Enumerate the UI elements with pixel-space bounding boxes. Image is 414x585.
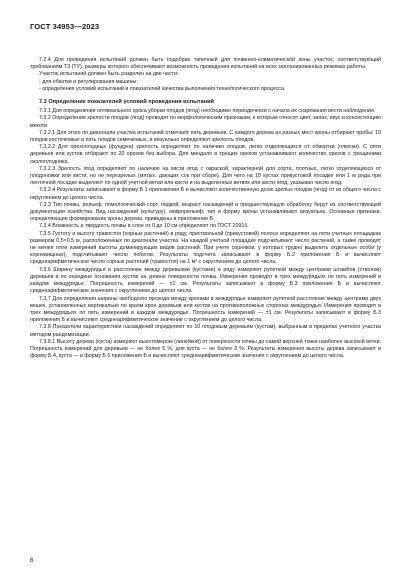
paragraph-7-3-2-3: 7.3.2.3 Зрелость ягод определяют по наличию на кисти ягод с окраской, характерной для сорта, плотных, легко отделяющихся от плодоножки или кисти, но не перезрелых (мятых, дающих сок при сборе). Для чего на 10 кустах прикустовой посадке или 1 м ряда при ленточной посадке выделяют по одной учетной ветви или кисти и на выделенных ветвях или кисти ягод, указывая число ягод. [30, 165, 381, 187]
list-item-running-in: - для обкатки и регулирования машины; [39, 78, 138, 85]
paragraph-7-3-7: 7.3.7 Для определения ширины свободного прохода между кронами в междурядье измеряют рулеткой расстояние между центрами двух вешек, установленных вертикально по краям крон деревьев или кустов на противоположных сторонах междурядья. Измерения проводят в трех междурядьях по пять измерений в каждом междурядье. Погрешность измерений — ±1 см. Результаты записывают в форму Б.3 приложения Б и вычисляют среднеарифметическое значение с округлением до целого числа. [30, 295, 381, 324]
paragraph-7-3-4: 7.3.4 Влажность и твердость почвы в слое от 0 до 10 см определяют по ГОСТ 20915. [39, 223, 249, 230]
paragraph-7-3-8-1: 7.3.8.1 Высоту дерева (куста) измеряют высотомером (линейкой) от поверхности почвы до самой верхней точки наиболее высокой ветки. Погрешность измерений для деревьев — не более 5 %, для куста — не более 3 %. Результаты измерения высоты дерева записывают в форму Б.4, куста — в форму Б.5 приложения Б и вычисляют среднеарифметические значения с округлением до целого числа. [30, 338, 381, 360]
paragraph-7-3-1: 7.3.1 Для определения оптимального срока уборки плодов (ягод) необходимо периодически с начала их созревания вести наблюдения. [39, 108, 376, 115]
paragraph-7-3-8: 7.3.8 Показатели характеристики насаждений определяют по 10 плодовым деревьям (кустам), выбранным в пределах учетного участка методом рандомизации. [30, 324, 381, 338]
page-header: ГОСТ 34953—2023 [30, 22, 100, 31]
paragraph-7-3-3: 7.3.3 Тип почвы, рельеф, помологический сорт, подвой, возраст насаждений и предшествующую обработку берут из соответствующей документации хозяйства. Вид насаждений (культуру), микрорельеф, тип и форму кроны устанавливают визуально. Основные признаки, определяющие формирование кроны дерева, приведены в приложении В. [30, 201, 381, 223]
paragraph-plot-division: Участок испытаний должен быть разделен на две части: [39, 71, 179, 78]
paragraph-7-3-5: 7.3.5 Густоту и высоту травостоя (сорных растений) в ряду, приствольной (прикустовой) полосе определяют на пяти учетных площадках размером 0,5×0,5 м, расположенных по диагонали участка. На каждой учетной площадке подсчитывают число растений, а также проводят не менее пяти измерений высоты доминирующих видов растений. При учете сорняков, у которых трудно выделить отдельные особи (у корневищных), подсчитывают число побегов. Результаты подсчета записывают в форму Б.2 приложения Б и вычисляют среднеарифметическое число сорных растений (травостоя) на 1 м² с округлением до целого числа. [30, 230, 381, 266]
page-number: 6 [30, 557, 34, 564]
paragraph-7-3-2: 7.3.2 Определение зрелости плодов (ягод) проводят по морфологическим признакам, к которым относят цвет, запах, вкус и консистенцию мякоти. [30, 115, 381, 129]
paragraph-7-3-2-4: 7.3.2.4 Результаты записывают в форму Б.1 приложения Б и вычисляют количественную долю зрелых плодов (ягод) от их общего числа с округлением до целого числа. [30, 187, 381, 201]
paragraph-7-2-4: 7.2.4 Для проведения испытаний должен быть подобран типичный для почвенно-климатической зоны участок, соответствующий требованиям ТЗ (ТУ), размеры которого обеспечивают возможность проведения испытаний на всех запланированных режимах работы. [30, 57, 381, 71]
list-item-test-conditions: - определения условий испытаний и показателей качества выполнения технологического процесса. [39, 85, 286, 92]
page-content [30, 57, 381, 360]
section-heading-7-3: 7.3 Определение показателей условий проведения испытаний [39, 99, 214, 106]
paragraph-7-3-2-2: 7.3.2.2 Для орехоплодных (фундука) зрелость определяют по наличию плодов, легко отделяющихся от обвертки (плюски). С пяти деревьев или кустов отбирают по 20 орехов без выбора. Для миндаля в трещих орехов устанавливают количество орехов с трещинами околоплодника. [30, 144, 381, 165]
paragraph-7-3-2-1: 7.3.2.1 Для этого по диагонали участка испытаний отмечают пять деревьев. С каждого дерева из разных мест кроны отбирают пробы: 10 плодов косточковых и пять плодов семечковых, и визуально определяют зрелость плодов. [30, 129, 381, 144]
paragraph-7-3-6: 7.3.6 Ширину междурядья и расстояние между деревьями (кустами) в ряду измеряют рулеткой между центрами штамбов (стволов) деревьев и по середине основания кустов на уровне поверхности почвы. Измерения проводят в трех междурядьях по пять измерений в каждом междурядье. Погрешность измерений — ±1 см. Результаты записывают в форму Б.3 приложения Б и вычисляют среднеарифметические значения с округлением до целого числа. [30, 266, 381, 295]
